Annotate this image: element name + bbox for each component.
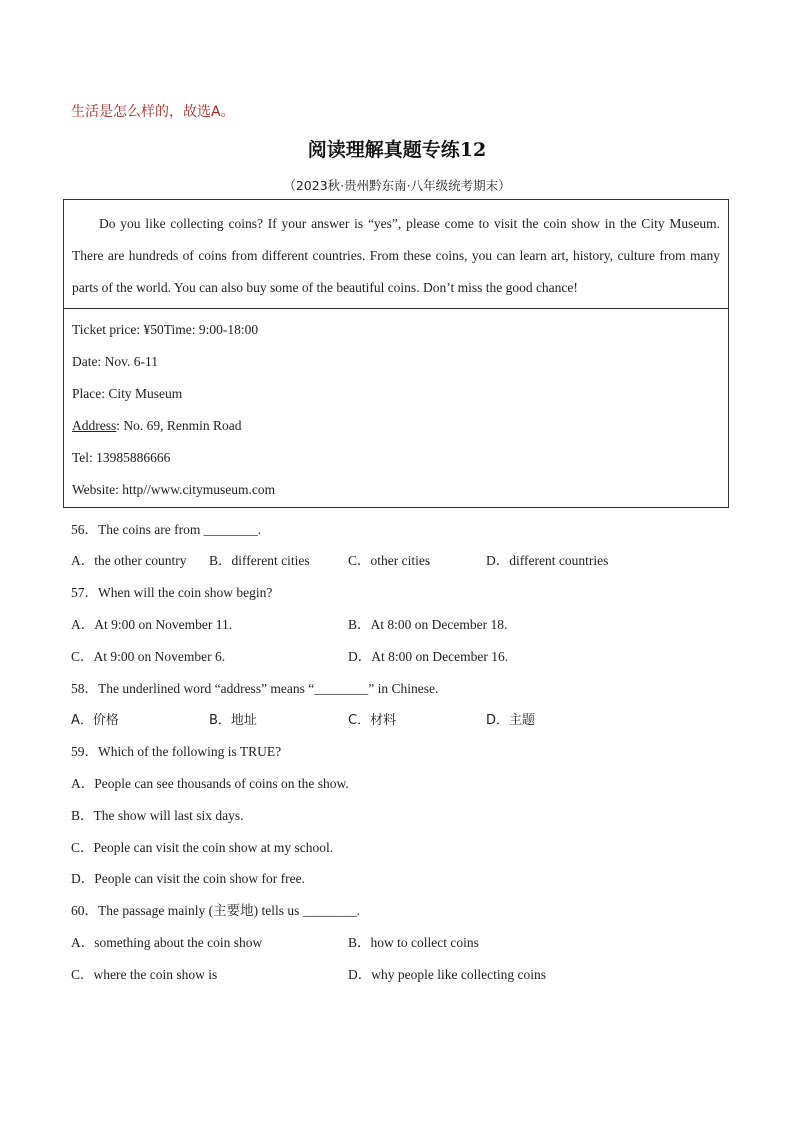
q58-option-b[interactable]: B．地址 xyxy=(209,713,257,728)
reading-box xyxy=(63,199,729,508)
address-word: Address xyxy=(72,418,117,433)
question-58: 58．The underlined word “address” means “________” in Chinese. xyxy=(71,681,439,696)
address-rest: : No. 69, Renmin Road xyxy=(116,418,242,433)
q59-option-b[interactable]: B．The show will last six days. xyxy=(71,808,244,823)
q56-option-a[interactable]: A．the other country xyxy=(71,553,187,568)
q58-option-d[interactable]: D．主题 xyxy=(486,713,536,728)
q60-option-b[interactable]: B．how to collect coins xyxy=(348,935,479,950)
address-line xyxy=(72,410,720,442)
q60-option-d[interactable]: D．why people like collecting coins xyxy=(348,967,546,982)
q57-option-c[interactable]: C．At 9:00 on November 6. xyxy=(71,649,226,664)
q59-option-c[interactable]: C．People can visit the coin show at my school. xyxy=(71,840,334,855)
q56-option-d[interactable]: D．different countries xyxy=(486,553,609,568)
q60-option-c[interactable]: C．where the coin show is xyxy=(71,967,218,982)
page-title: 阅读理解真题专练12 xyxy=(307,139,487,161)
info-block xyxy=(72,314,720,506)
source-line: （2023秋·贵州黔东南·八年级统考期末） xyxy=(283,178,511,193)
place-line: Place: City Museum xyxy=(72,386,183,401)
q59-option-d[interactable]: D．People can visit the coin show for free. xyxy=(71,871,305,886)
q58-option-c[interactable]: C．材料 xyxy=(348,713,397,728)
q56-option-b[interactable]: B．different cities xyxy=(209,553,310,568)
box-divider xyxy=(64,308,728,309)
question-56: 56．The coins are from ________. xyxy=(71,522,262,537)
q56-option-c[interactable]: C．other cities xyxy=(348,553,431,568)
q58-option-a[interactable]: A．价格 xyxy=(71,713,119,728)
question-60: 60．The passage mainly (主要地) tells us ________. xyxy=(71,903,361,918)
question-57: 57．When will the coin show begin? xyxy=(71,585,273,600)
q60-option-a[interactable]: A．something about the coin show xyxy=(71,935,263,950)
question-59: 59．Which of the following is TRUE? xyxy=(71,744,282,759)
date-line: Date: Nov. 6-11 xyxy=(72,354,158,369)
ticket-line: Ticket price: ¥50Time: 9:00-18:00 xyxy=(72,322,259,337)
tel-line: Tel: 13985886666 xyxy=(72,450,171,465)
website-line: Website: http//www.citymuseum.com xyxy=(72,482,276,497)
passage-text: Do you like collecting coins? If your answer is “yes”, please come to visit the coin show in the City Museum. There are hundreds of coins from different countries. From these coins, you can learn art, history, culture from many parts of the world. You can also buy some of the beautiful coins. Don’t miss the good chance! xyxy=(72,216,720,295)
header-note: 生活是怎么样的，故选A。 xyxy=(71,104,235,120)
q57-option-d[interactable]: D．At 8:00 on December 16. xyxy=(348,649,509,664)
q57-option-a[interactable]: A．At 9:00 on November 11. xyxy=(71,617,233,632)
q57-option-b[interactable]: B．At 8:00 on December 18. xyxy=(348,617,508,632)
q59-option-a[interactable]: A．People can see thousands of coins on the show. xyxy=(71,776,349,791)
